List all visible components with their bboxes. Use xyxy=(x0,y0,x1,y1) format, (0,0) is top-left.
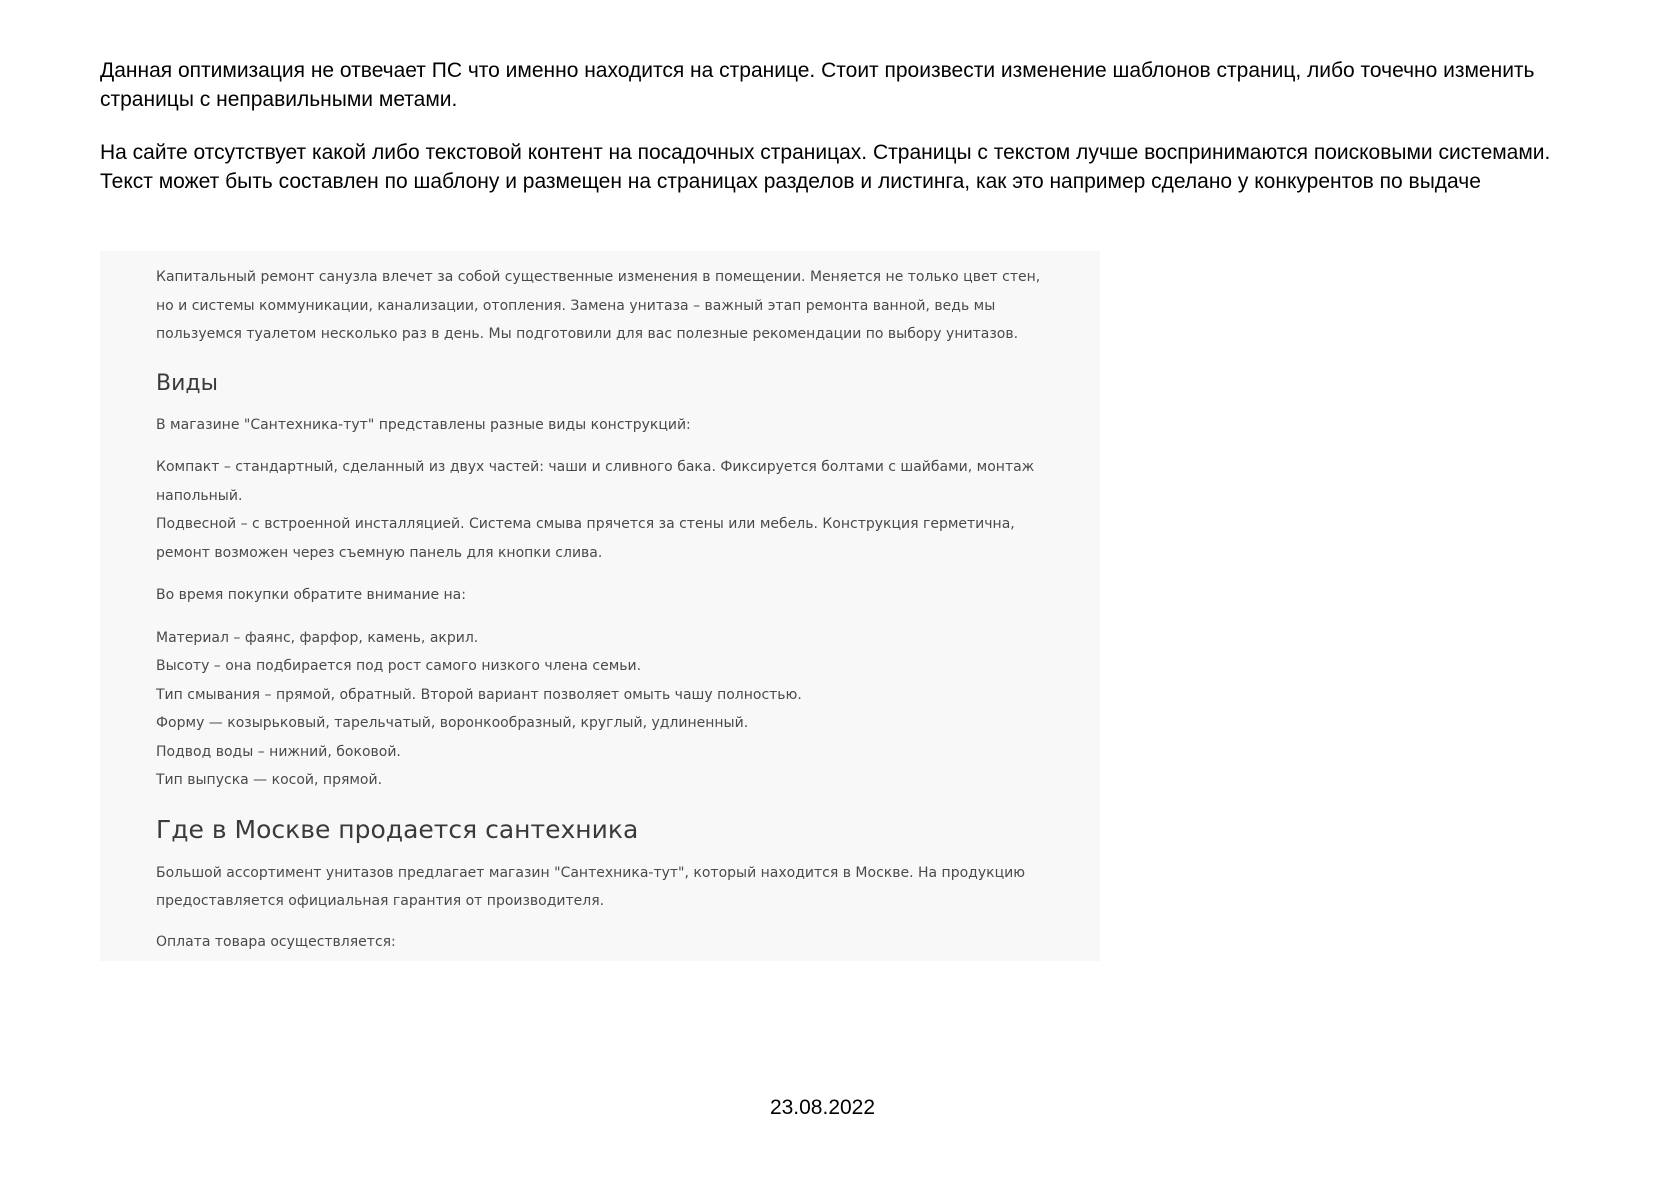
body-paragraph-1: Данная оптимизация не отвечает ПС что именно находится на странице. Стоит произвести изменение шаблонов страниц, либо точечно изменить страницы с неправильными метами. xyxy=(100,59,1535,111)
screenshot-intro: Капитальный ремонт санузла влечет за собой существенные изменения в помещении. Меняется не только цвет стен, но и системы коммуникации, канализации, отопления. Замена унитаза – важный этап ремонта ванной, ведь мы пользуемся туалетом несколько раз в день. Мы подготовили для вас полезные рекомендации по выбору унитазов. xyxy=(156,269,1041,342)
list-item-flush-type: Тип смывания – прямой, обратный. Второй вариант позволяет омыть чашу полностью. xyxy=(156,686,802,703)
heading-types: Виды xyxy=(156,370,218,396)
list-item-water-supply: Подвод воды – нижний, боковой. xyxy=(156,743,401,760)
screenshot-content xyxy=(156,263,1056,956)
list-item-material: Материал – фаянс, фарфор, камень, акрил. xyxy=(156,629,479,646)
moscow-text: Большой ассортимент унитазов предлагает магазин "Сантехника-тут", который находится в Москве. На продукцию предоставляется официальная гарантия от производителя. xyxy=(156,864,1025,909)
payment-intro: Оплата товара осуществляется: xyxy=(156,933,396,950)
types-intro: В магазине "Сантехника-тут" представлены разные виды конструкций: xyxy=(156,416,691,433)
list-item-wall-hung: Подвесной – с встроенной инсталляцией. Система смыва прячется за стены или мебель. Конструкция герметична, ремонт возможен через съемную панель для кнопки слива. xyxy=(156,516,1015,561)
body-paragraph-2: На сайте отсутствует какой либо текстовой контент на посадочных страницах. Страницы с текстом лучше воспринимаются поисковыми системами. Текст может быть составлен по шаблону и размещен на страницах разделов и листинга, как это например сделано у конкурентов по выдаче xyxy=(100,141,1551,193)
list-item-shape: Форму — козырьковый, тарельчатый, воронкообразный, круглый, удлиненный. xyxy=(156,715,749,731)
footer-date: 23.08.2022 xyxy=(769,1096,876,1119)
heading-moscow: Где в Москве продается сантехника xyxy=(156,814,639,844)
attention-intro: Во время покупки обратите внимание на: xyxy=(156,587,466,603)
list-item-compact: Компакт – стандартный, сделанный из двух частей: чаши и сливного бака. Фиксируется болтами с шайбами, монтаж напольный. xyxy=(156,459,1035,504)
competitor-page-screenshot xyxy=(100,251,1100,961)
list-item-outlet-type: Тип выпуска — косой, прямой. xyxy=(156,772,383,788)
list-item-height: Высоту – она подбирается под рост самого низкого члена семьи. xyxy=(156,658,642,674)
